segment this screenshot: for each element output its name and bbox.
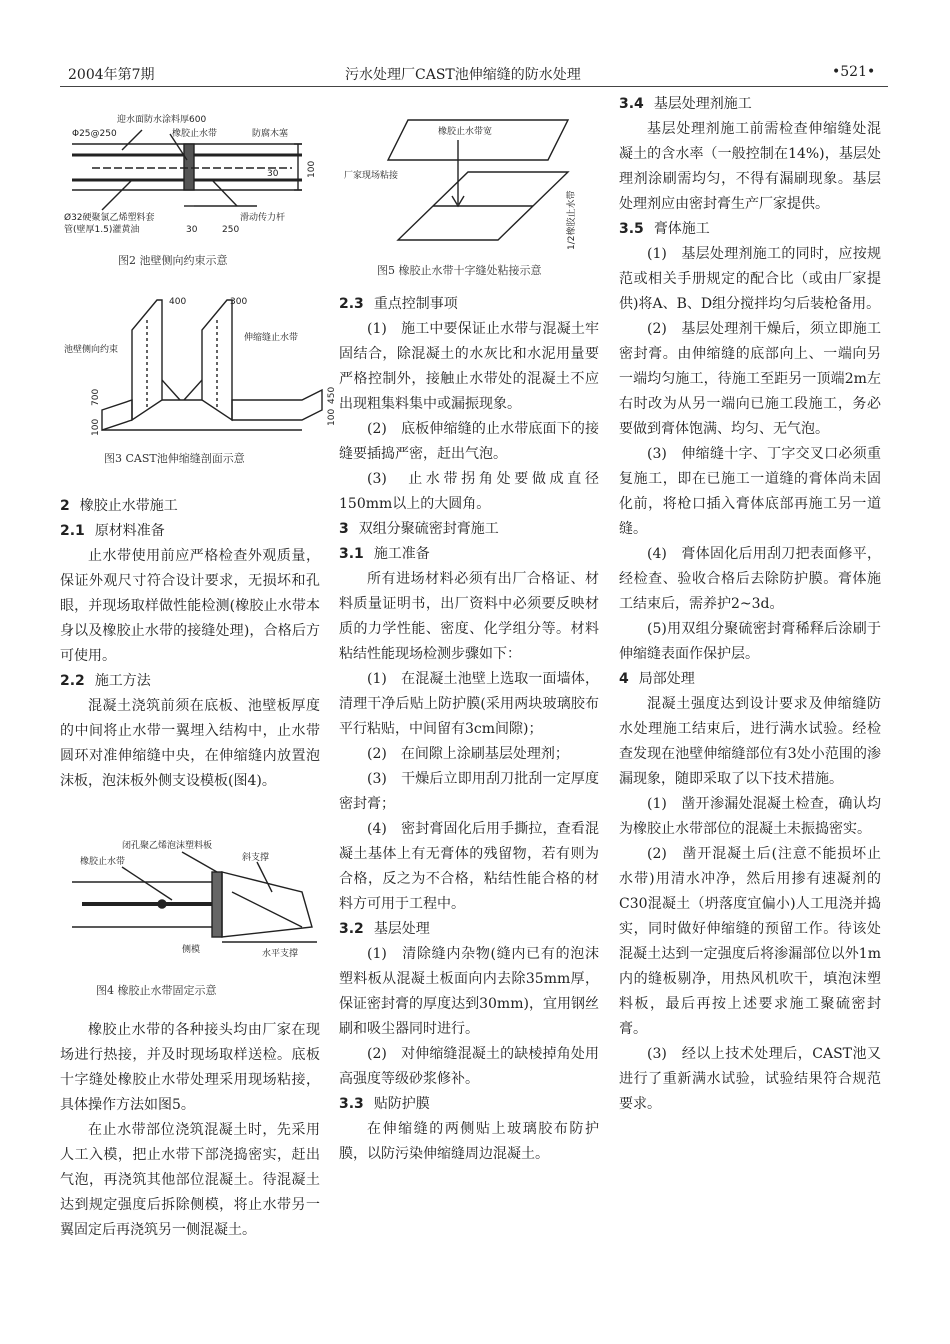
fig5-label-width: 橡胶止水带宽	[438, 127, 493, 137]
section-3-5-heading: 3.5 膏体施工	[619, 221, 710, 237]
running-title: 污水处理厂CAST池伸缩缝的防水处理	[345, 67, 581, 83]
section-2-1-heading: 2.1 原材料准备	[60, 523, 165, 539]
paragraph: (2) 凿开混凝土后(注意不能损坏止水带)用清水冲净，然后用掺有速凝剂的C30混凝土（坍落度宜偏小)人工甩浇并捣实，同时做好伸缩缝的预留工作。待该处混凝土达到一定强度后将渗漏部位以外1m内的缝板剔净，用热风机吹干，填泡沫塑料板，最后再按上述要求施工聚硫密封膏。	[619, 846, 881, 1037]
section-2-heading: 2 橡胶止水带施工	[60, 498, 178, 514]
paragraph: (3) 干燥后立即用刮刀批刮一定厚度密封膏；	[339, 771, 599, 812]
figure-4-caption: 图4 橡胶止水带固定示意	[96, 984, 217, 997]
figure-5-caption: 图5 橡胶止水带十字缝处粘接示意	[377, 264, 542, 277]
header-rule	[60, 86, 888, 87]
section-3-4-heading: 3.4 基层处理剂施工	[619, 96, 752, 112]
paragraph: (3) 经以上技术处理后，CAST池又进行了重新满水试验，试验结果符合规范要求。	[619, 1046, 881, 1112]
page-number: •521•	[832, 64, 876, 80]
fig3-width-400: 400	[169, 297, 187, 307]
fig3-label-joint: 伸缩缝止水带	[244, 333, 299, 343]
paragraph: 所有进场材料必须有出厂合格证、材料质量证明书，出厂资料中必须要反映材质的力学性能、密度、化学组分等。材料粘结性能现场检测步骤如下：	[339, 571, 599, 662]
fig2-dim-100: 100	[307, 160, 317, 178]
paragraph: (2) 底板伸缩缝的止水带底面下的接缝要插捣严密，赶出气泡。	[339, 421, 599, 462]
page-header	[0, 0, 950, 100]
column-3	[619, 92, 881, 1117]
paragraph: (1) 基层处理剂施工的同时，应按规范或相关手册规定的配合比（或由厂家提供)将A、B、D组分搅拌均匀后装枪备用。	[619, 246, 881, 312]
paragraph: 橡胶止水带的各种接头均由厂家在现场进行热接，并及时现场取样送检。底板十字缝处橡胶止水带处理采用现场粘接，具体操作方法如图5。	[60, 1022, 320, 1113]
fig2-label-pipe: Ø32硬聚氯乙烯塑料套	[64, 213, 155, 223]
fig2-label-top: 迎水面防水涂料厚600	[117, 115, 207, 125]
fig4-label-foam: 闭孔聚乙烯泡沫塑料板	[122, 841, 213, 851]
fig3-height-100b: 100	[327, 408, 337, 426]
figure-4	[62, 832, 332, 966]
paragraph: (2) 基层处理剂干燥后，须立即施工密封膏。由伸缩缝的底部向上、一端向另一端均匀施工，待施工至距另一顶端2m左右时改为从另一端向已施工段施工，务必要做到膏体饱满、均匀、无气泡。	[619, 321, 881, 437]
paragraph: 混凝土浇筑前须在底板、池壁板厚度的中间将止水带一翼埋入结构中，止水带圆环对准伸缩缝中央，在伸缩缝内放置泡沫板，泡沫板外侧支设模板(图4)。	[60, 698, 320, 789]
paragraph: (1) 凿开渗漏处混凝土检查，确认均为橡胶止水带部位的混凝土未振捣密实。	[619, 796, 881, 837]
fig2-label-waterstop: 橡胶止水带	[172, 129, 218, 139]
figure-2-caption: 图2 池壁侧向约束示意	[118, 254, 228, 267]
paragraph: 止水带使用前应严格检查外观质量，保证外观尺寸符合设计要求，无损坏和孔眼，并现场取样做性能检测(橡胶止水带本身以及橡胶止水带的接缝处理)，合格后方可使用。	[60, 548, 320, 664]
figure-3-caption: 图3 CAST池伸缩缝剖面示意	[104, 452, 245, 465]
figure-3	[62, 290, 342, 444]
fig2-dim-250: 250	[222, 225, 240, 235]
fig4-label-form: 侧模	[182, 945, 201, 955]
section-2-3-heading: 2.3 重点控制事项	[339, 296, 458, 312]
paragraph: (5)用双组分聚硫密封膏稀释后涂刷于伸缩缝表面作保护层。	[619, 621, 881, 662]
section-3-2-heading: 3.2 基层处理	[339, 921, 430, 937]
paragraph: 在止水带部位浇筑混凝土时，先采用人工入模，把止水带下部浇捣密实，赶出气泡，再浇筑其他部位混凝土。待混凝土达到规定强度后拆除侧模，将止水带另一翼固定后再浇筑另一侧混凝土。	[60, 1122, 320, 1238]
section-2-2-heading: 2.2 施工方法	[60, 673, 151, 689]
section-3-3-heading: 3.3 贴防护膜	[339, 1096, 430, 1112]
figure-2-drawing	[62, 110, 332, 250]
fig4-label-waterstop: 橡胶止水带	[80, 857, 126, 867]
paragraph: 基层处理剂施工前需检查伸缩缝处混凝土的含水率（一般控制在14%)，基层处理剂涂刷需均匀，不得有漏刷现象。基层处理剂应由密封膏生产厂家提供。	[619, 121, 881, 212]
fig2-label-rod: 滑动传力杆	[240, 213, 286, 223]
paragraph: (2) 对伸缩缝混凝土的缺棱掉角处用高强度等级砂浆修补。	[339, 1046, 599, 1087]
fig3-height-700: 700	[91, 388, 101, 406]
paragraph: (4) 密封膏固化后用手撕拉，查看混凝土基体上有无膏体的残留物，若有则为合格，反之为不合格，粘结性能合格的材料方可用于工程中。	[339, 821, 599, 912]
paragraph: (3) 伸缩缝十字、丁字交叉口必须重复施工，即在已施工一道缝的膏体尚未固化前，将枪口插入膏体底部再施工另一道缝。	[619, 446, 881, 537]
figure-3-drawing	[62, 290, 342, 440]
column-1-bottom	[60, 1018, 320, 1243]
column-1-top	[60, 494, 320, 794]
fig3-height-450: 450	[327, 386, 337, 404]
paragraph: (2) 在间隙上涂刷基层处理剂；	[367, 746, 569, 762]
fig4-label-brace: 斜支撑	[242, 853, 270, 863]
paragraph: (1) 施工中要保证止水带与混凝土牢固结合，除混凝土的水灰比和水泥用量要严格控制外，接触止水带处的混凝土不应出现粗集料集中或漏振现象。	[339, 321, 599, 412]
paragraph: (1) 在混凝土池壁上选取一面墙体，清理干净后贴上防护膜(采用两块玻璃胶布平行粘贴，中间留有3cm间隙)；	[339, 671, 599, 737]
figure-4-drawing	[62, 832, 332, 962]
section-3-heading: 3 双组分聚硫密封膏施工	[339, 521, 499, 537]
fig2-label-pipe2: 管(壁厚1.5)灌黄油	[64, 225, 140, 235]
figure-5-drawing	[338, 112, 598, 252]
figure-2	[62, 110, 332, 254]
paragraph: (3) 止水带拐角处要做成直径150mm以上的大圆角。	[339, 471, 599, 512]
fig2-label-wood: 防腐木塞	[252, 129, 289, 139]
fig4-label-hsupport: 水平支撑	[262, 949, 299, 959]
paragraph: (4) 膏体固化后用刮刀把表面修平，经检查、验收合格后去除防护膜。膏体施工结束后，需养护2~3d。	[619, 546, 881, 612]
figure-5	[338, 112, 598, 256]
fig5-label-half: 1/2橡胶止水带	[567, 190, 577, 250]
paragraph: 混凝土强度达到设计要求及伸缩缝防水处理施工结束后，进行满水试验。经检查发现在池壁伸缩缝部位有3处小范围的渗漏现象，随即采取了以下技术措施。	[619, 696, 881, 787]
fig2-dim-30b: 30	[186, 225, 198, 235]
section-3-1-heading: 3.1 施工准备	[339, 546, 430, 562]
paragraph: (1) 清除缝内杂物(缝内已有的泡沫塑料板从混凝土板面向内去除35mm厚，保证密封膏的厚度达到30mm)，宜用钢丝刷和吸尘器同时进行。	[339, 946, 599, 1037]
paragraph: 在伸缩缝的两侧贴上玻璃胶布防护膜，以防污染伸缩缝周边混凝土。	[339, 1121, 599, 1162]
column-2	[339, 292, 599, 1167]
fig5-label-site: 厂家现场粘接	[344, 171, 399, 181]
fig3-height-100: 100	[91, 418, 101, 436]
fig2-dim-30: 30	[267, 169, 279, 179]
fig3-width-300: 300	[230, 297, 248, 307]
fig2-label-rebar: Φ25@250	[72, 129, 117, 139]
fig3-label-side: 池壁侧向约束	[64, 345, 119, 355]
section-4-heading: 4 局部处理	[619, 671, 695, 687]
issue-label: 2004年第7期	[68, 67, 155, 83]
